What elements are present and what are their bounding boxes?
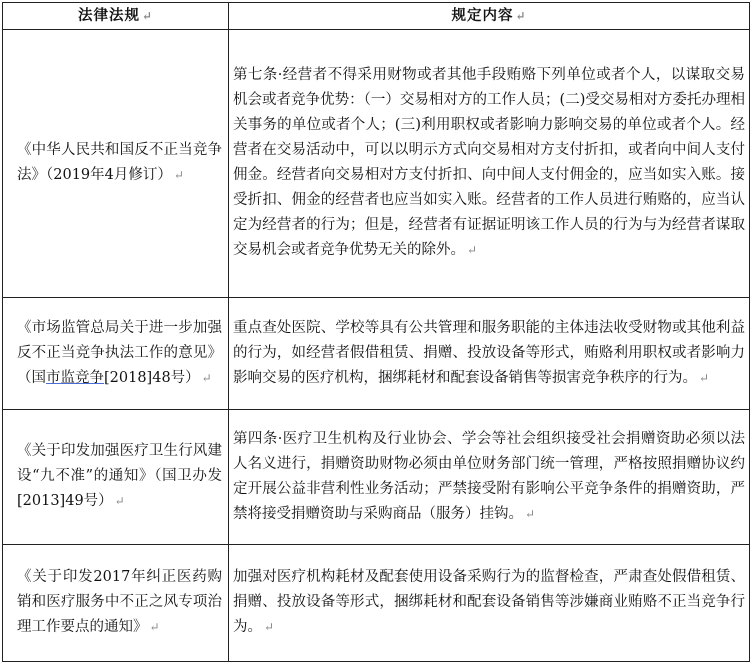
return-mark-icon: ↵ <box>173 168 184 183</box>
table-row <box>3 544 750 661</box>
law-cell: 《市场监管总局关于进一步加强反不正当竞争执法工作的意见》（国市监竞争[2018]48号） ↵ <box>3 297 229 409</box>
return-mark-icon: ↵ <box>525 506 536 521</box>
content-cell: 第七条·经营者不得采用财物或者其他手段贿赂下列单位或者个人，以谋取交易机会或者竞争优势：（一）交易相对方的工作人员；(二)受交易相对方委托办理相关事务的单位或者个人；(三)利用职权或者影响力影响交易的单位或者个人。经营者在交易活动中，可以以明示方式向交易相对方支付折扣，或者向中间人支付佣金。经营者向交易相对方支付折扣、向中间人支付佣金的，应当如实入账。接受折扣、佣金的经营者也应当如实入账。经营者的工作人员进行贿赂的，应当认定为经营者的行为；但是，经营者有证据证明该工作人员的行为与为经营者谋取交易机会或者竞争优势无关的除外。 ↵ <box>229 30 750 297</box>
table-row <box>3 409 750 544</box>
header-law: 法律法规 ↵ <box>3 3 229 30</box>
law-cell: 《中华人民共和国反不正当竞争法》（2019年4月修订） ↵ <box>3 30 229 297</box>
return-mark-icon: ↵ <box>467 243 478 258</box>
header-row <box>3 3 750 30</box>
return-mark-icon: ↵ <box>114 494 125 509</box>
law-cell: 《关于印发加强医疗卫生行风建设“九不准”的通知》（国卫办发[2013]49号） ↵ <box>3 409 229 544</box>
content-cell: 第四条·医疗卫生机构及行业协会、学会等社会组织接受社会捐赠资助必须以法人名义进行，捐赠资助财物必须由单位财务部门统一管理，严格按照捐赠协议约定开展公益非营利性业务活动；严禁接受附有影响公平竞争条件的捐赠资助，严禁将接受捐赠资助与采购商品（服务）挂钩。 ↵ <box>229 409 750 544</box>
return-mark-icon: ↵ <box>141 9 154 24</box>
table-row <box>3 297 750 409</box>
content-cell: 加强对医疗机构耗材及配套使用设备采购行为的监督检查，严肃查处假借租赁、捐赠、投放设备等形式，捆绑耗材和配套设备销售等涉嫌商业贿赂不正当竞争行为。 ↵ <box>229 544 750 661</box>
regulations-table <box>2 2 750 662</box>
header-content: 规定内容 ↵ <box>229 3 750 30</box>
content-cell: 重点查处医院、学校等具有公共管理和服务职能的主体违法收受财物或其他利益的行为，如经营者假借租赁、捐赠、投放设备等形式，贿赂利用职权或者影响力影响交易的医疗机构，捆绑耗材和配套设备销售等损害竞争秩序的行为。 ↵ <box>229 297 750 409</box>
return-mark-icon: ↵ <box>699 370 710 385</box>
return-mark-icon: ↵ <box>149 620 160 635</box>
return-mark-icon: ↵ <box>264 620 275 635</box>
table-row <box>3 30 750 297</box>
return-mark-icon: ↵ <box>515 9 527 24</box>
law-cell: 《关于印发2017年纠正医药购销和医疗服务中不正之风专项治理工作要点的通知》 ↵ <box>3 544 229 661</box>
underlined-doc-code: 市监竞争 <box>46 369 104 386</box>
return-mark-icon: ↵ <box>201 370 212 385</box>
